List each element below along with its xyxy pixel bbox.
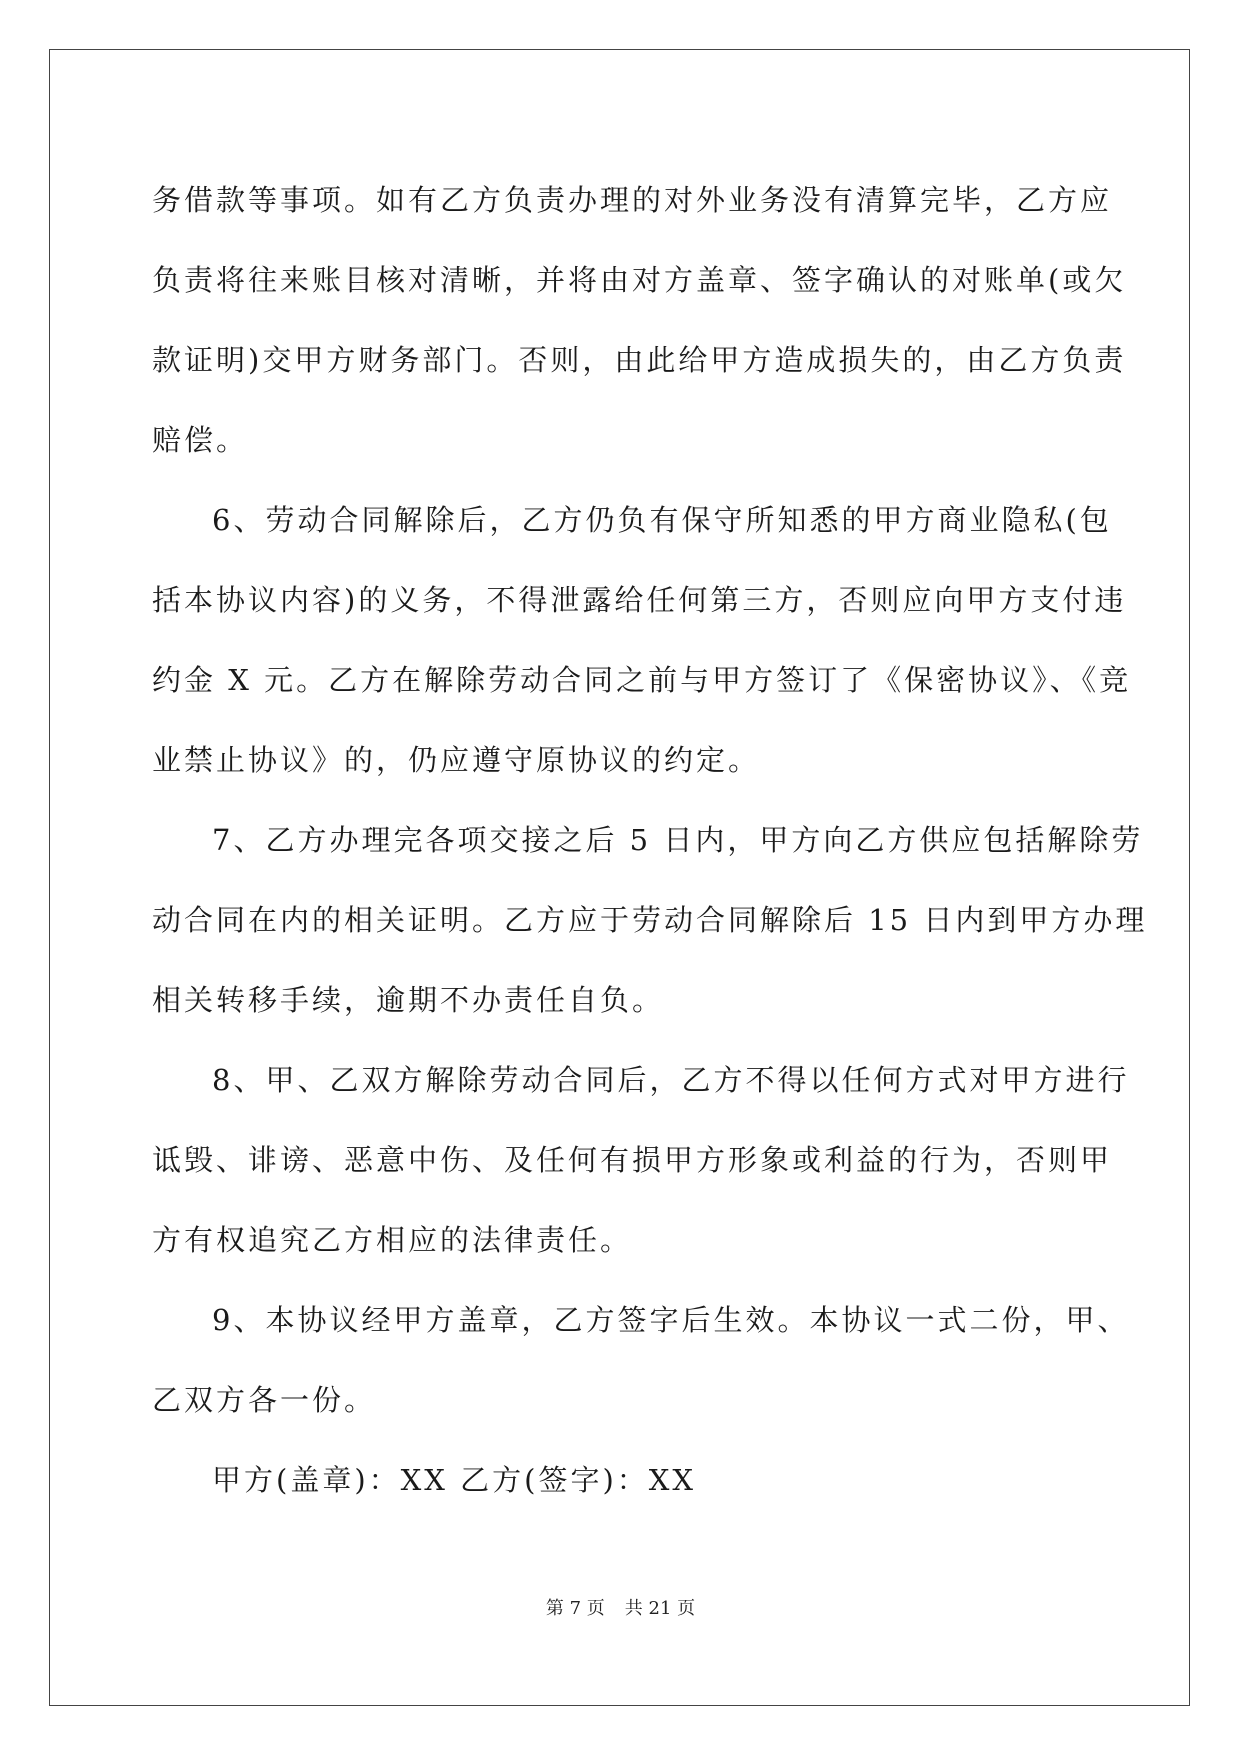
clause-7-line: 相关转移手续，逾期不办责任自负。	[152, 983, 665, 1017]
clause-6-line: 约金 X 元。乙方在解除劳动合同之前与甲方签订了《保密协议》、《竞	[152, 663, 1132, 697]
clause-9-line: 乙双方各一份。	[152, 1383, 377, 1417]
clause-6-line: 括本协议内容)的义务，不得泄露给任何第三方，否则应向甲方支付违	[152, 583, 1127, 617]
paragraph-line: 赔偿。	[152, 423, 249, 457]
clause-9-line: 9、本协议经甲方盖章，乙方签字后生效。本协议一式二份，甲、	[212, 1303, 1130, 1337]
clause-6-line: 6、劳动合同解除后，乙方仍负有保守所知悉的甲方商业隐私(包	[212, 503, 1112, 537]
clause-7-line: 动合同在内的相关证明。乙方应于劳动合同解除后 15 日内到甲方办理	[152, 903, 1148, 937]
document-body	[152, 160, 1148, 1520]
paragraph-line: 务借款等事项。如有乙方负责办理的对外业务没有清算完毕，乙方应	[152, 183, 1113, 217]
paragraph-line: 负责将往来账目核对清晰，并将由对方盖章、签字确认的对账单(或欠	[152, 263, 1127, 297]
clause-6-line: 业禁止协议》的，仍应遵守原协议的约定。	[152, 743, 761, 777]
clause-7-line: 7、乙方办理完各项交接之后 5 日内，甲方向乙方供应包括解除劳	[212, 823, 1144, 857]
clause-8-line: 方有权追究乙方相应的法律责任。	[152, 1223, 633, 1257]
clause-8-line: 诋毁、诽谤、恶意中伤、及任何有损甲方形象或利益的行为，否则甲	[152, 1143, 1113, 1177]
page-total: 共 21 页	[624, 1598, 696, 1619]
paragraph-line: 款证明)交甲方财务部门。否则，由此给甲方造成损失的，由乙方负责	[152, 343, 1127, 377]
page-footer	[0, 1594, 1241, 1620]
clause-8-line: 8、甲、乙双方解除劳动合同后，乙方不得以任何方式对甲方进行	[212, 1063, 1130, 1097]
page-number: 第 7 页	[545, 1598, 605, 1619]
signature-line: 甲方(盖章)：XX 乙方(签字)：XX	[212, 1463, 697, 1497]
